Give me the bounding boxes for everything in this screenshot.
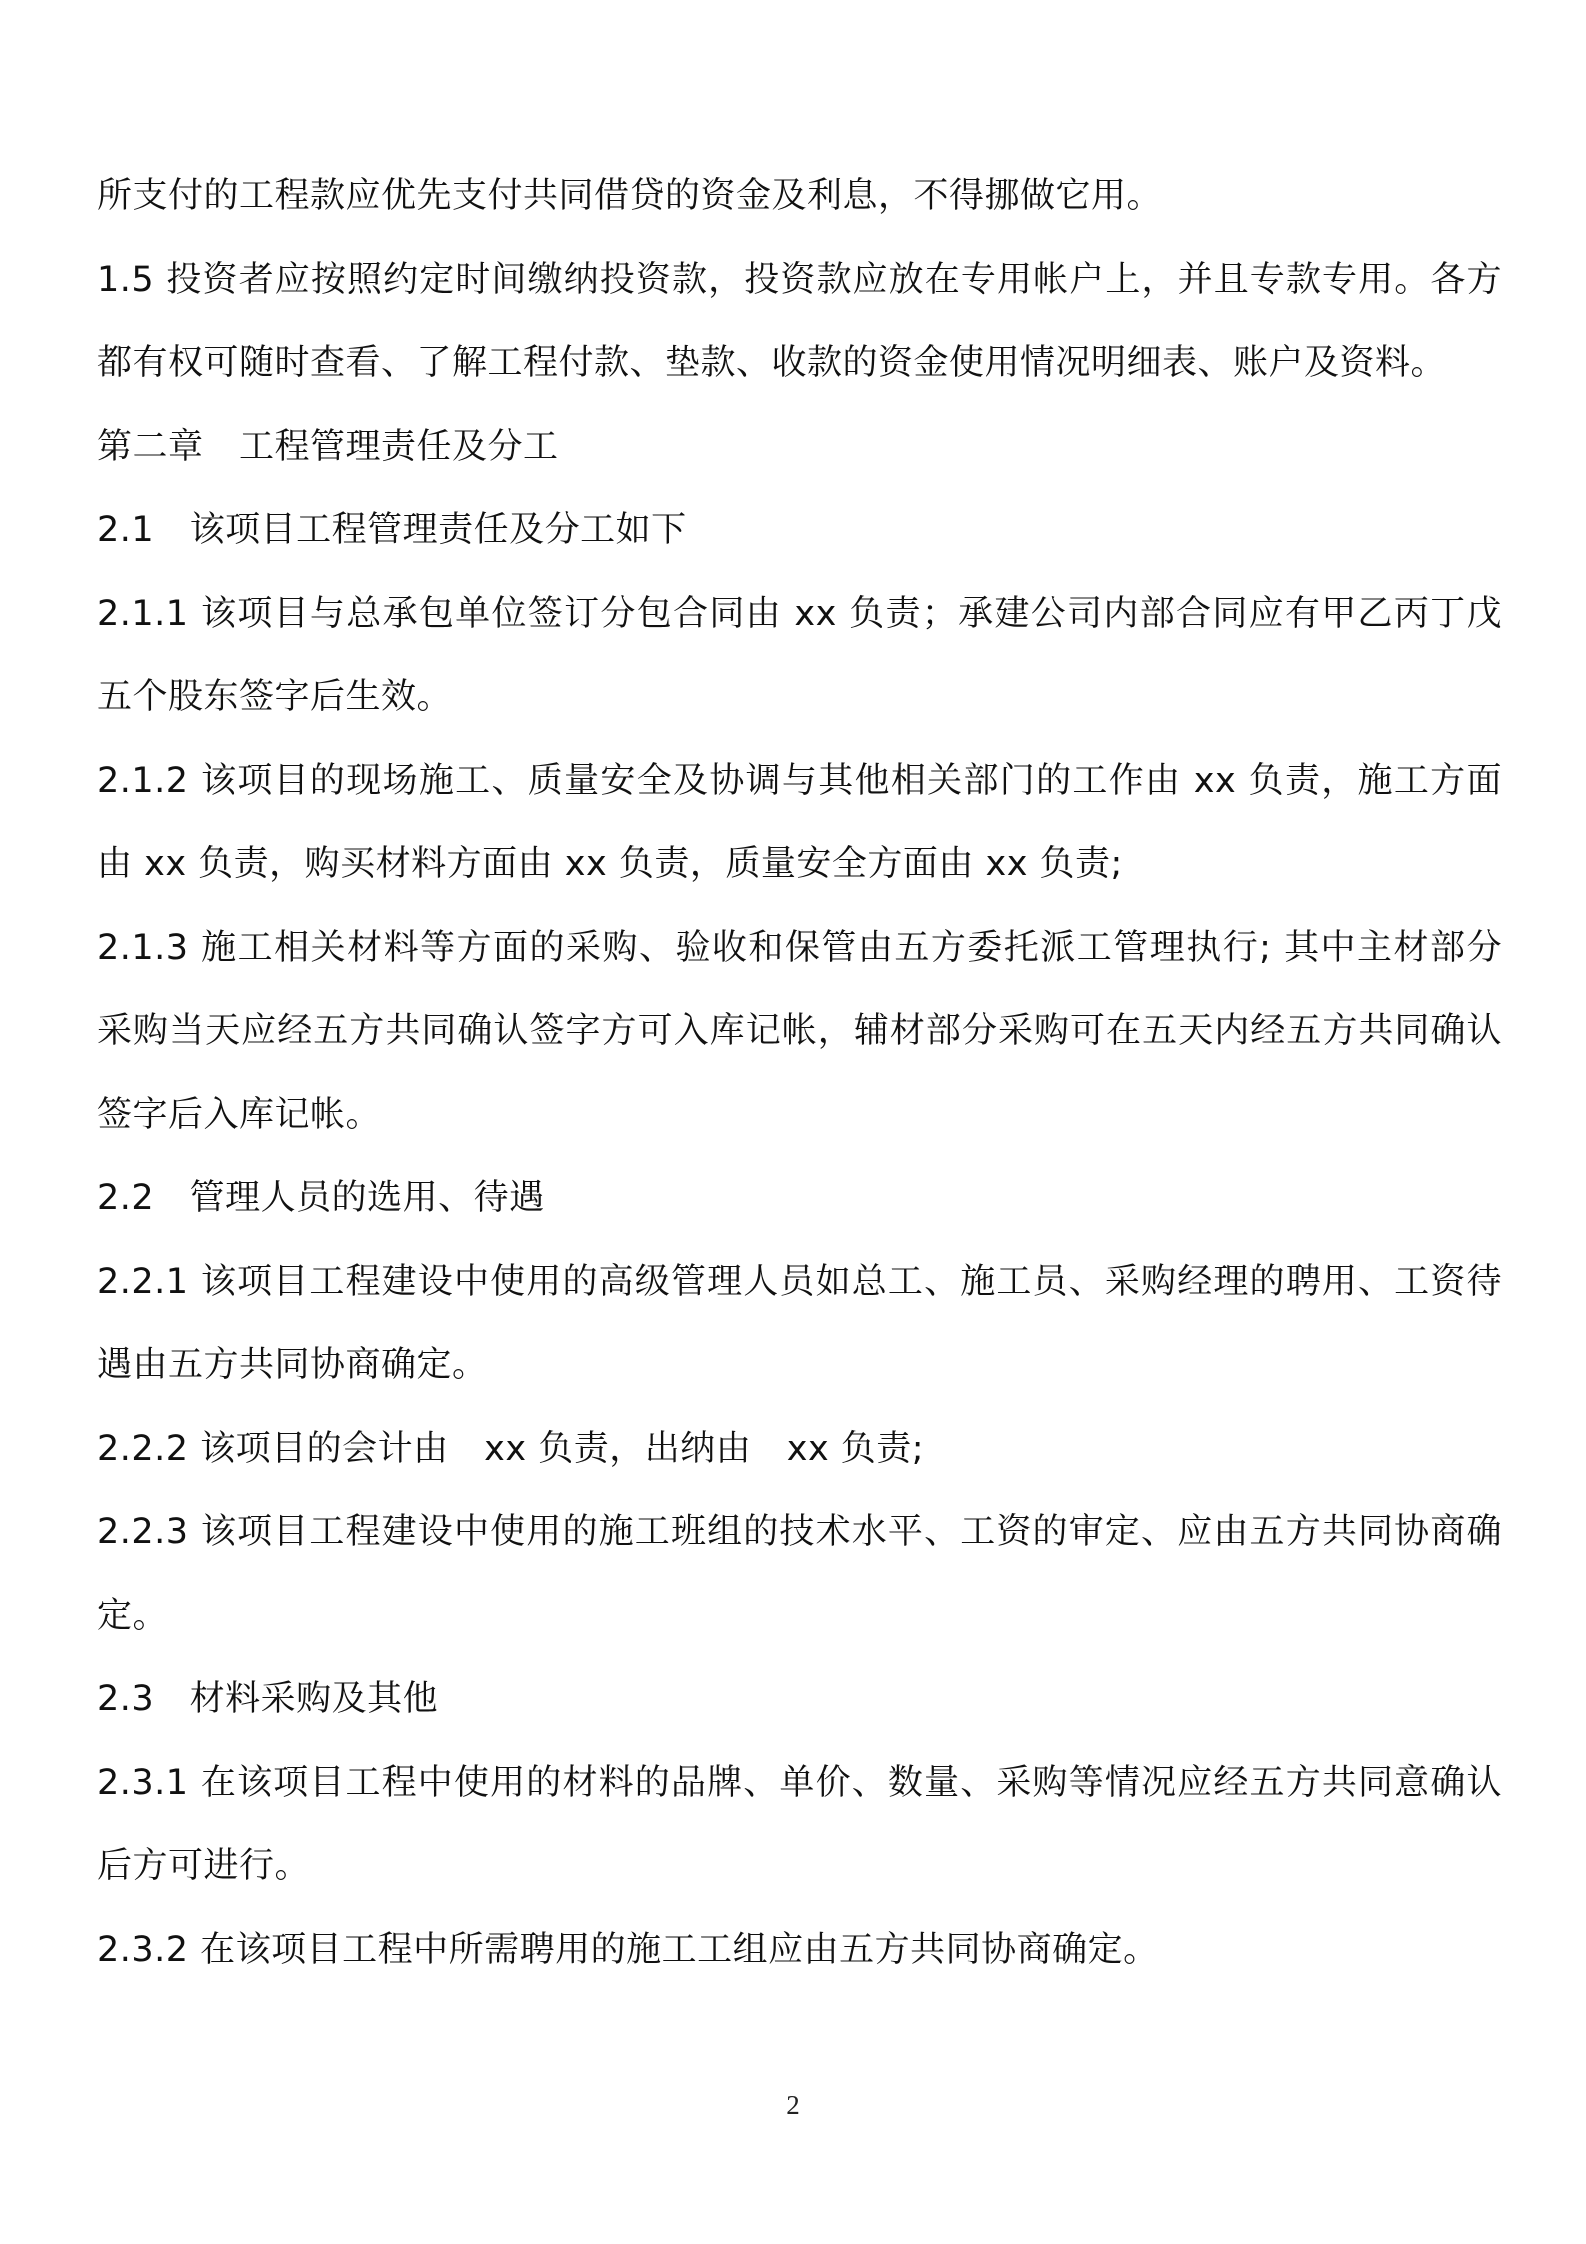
- clause-2-2-2: 2.2.2 该项目的会计由 xx 负责，出纳由 xx 负责;: [97, 1428, 925, 1469]
- clause-2-3-1: 2.3.1 在该项目工程中使用的材料的品牌、单价、数量、采购等情况应经五方共同意确认后方可进行。: [97, 1762, 1502, 1886]
- section-2-1-heading: 2.1 该项目工程管理责任及分工如下: [97, 510, 687, 550]
- clause-2-1-2: 2.1.2 该项目的现场施工、质量安全及协调与其他相关部门的工作由 xx 负责，施工方面由 xx 负责，购买材料方面由 xx 负责，质量安全方面由 xx 负责;: [97, 760, 1502, 884]
- clause-2-1-1: 2.1.1 该项目与总承包单位签订分包合同由 xx 负责；承建公司内部合同应有甲乙丙丁戊五个股东签字后生效。: [97, 593, 1502, 717]
- section-2-3-heading: 2.3 材料采购及其他: [97, 1679, 439, 1719]
- clause-2-3-2: 2.3.2 在该项目工程中所需聘用的施工工组应由五方共同协商确定。: [97, 1929, 1159, 1970]
- paragraph-payment-priority: 所支付的工程款应优先支付共同借贷的资金及利息，不得挪做它用。: [97, 176, 1163, 216]
- page-number: 2: [786, 2090, 800, 2120]
- clause-2-2-1: 2.2.1 该项目工程建设中使用的高级管理人员如总工、施工员、采购经理的聘用、工资待遇由五方共同协商确定。: [97, 1261, 1502, 1385]
- document-body: [97, 155, 1502, 1992]
- clause-2-1-3: 2.1.3 施工相关材料等方面的采购、验收和保管由五方委托派工管理执行; 其中主材部分采购当天应经五方共同确认签字方可入库记帐，辅材部分采购可在五天内经五方共同确认签字后入库记帐。: [97, 927, 1502, 1135]
- section-2-2-heading: 2.2 管理人员的选用、待遇: [97, 1178, 545, 1218]
- clause-2-2-3: 2.2.3 该项目工程建设中使用的施工班组的技术水平、工资的审定、应由五方共同协商确定。: [97, 1512, 1502, 1636]
- paragraph-1-5-investment: 1.5 投资者应按照约定时间缴纳投资款，投资款应放在专用帐户上，并且专款专用。各方都有权可随时查看、了解工程付款、垫款、收款的资金使用情况明细表、账户及资料。: [97, 259, 1502, 383]
- chapter-2-heading: 第二章 工程管理责任及分工: [97, 426, 559, 467]
